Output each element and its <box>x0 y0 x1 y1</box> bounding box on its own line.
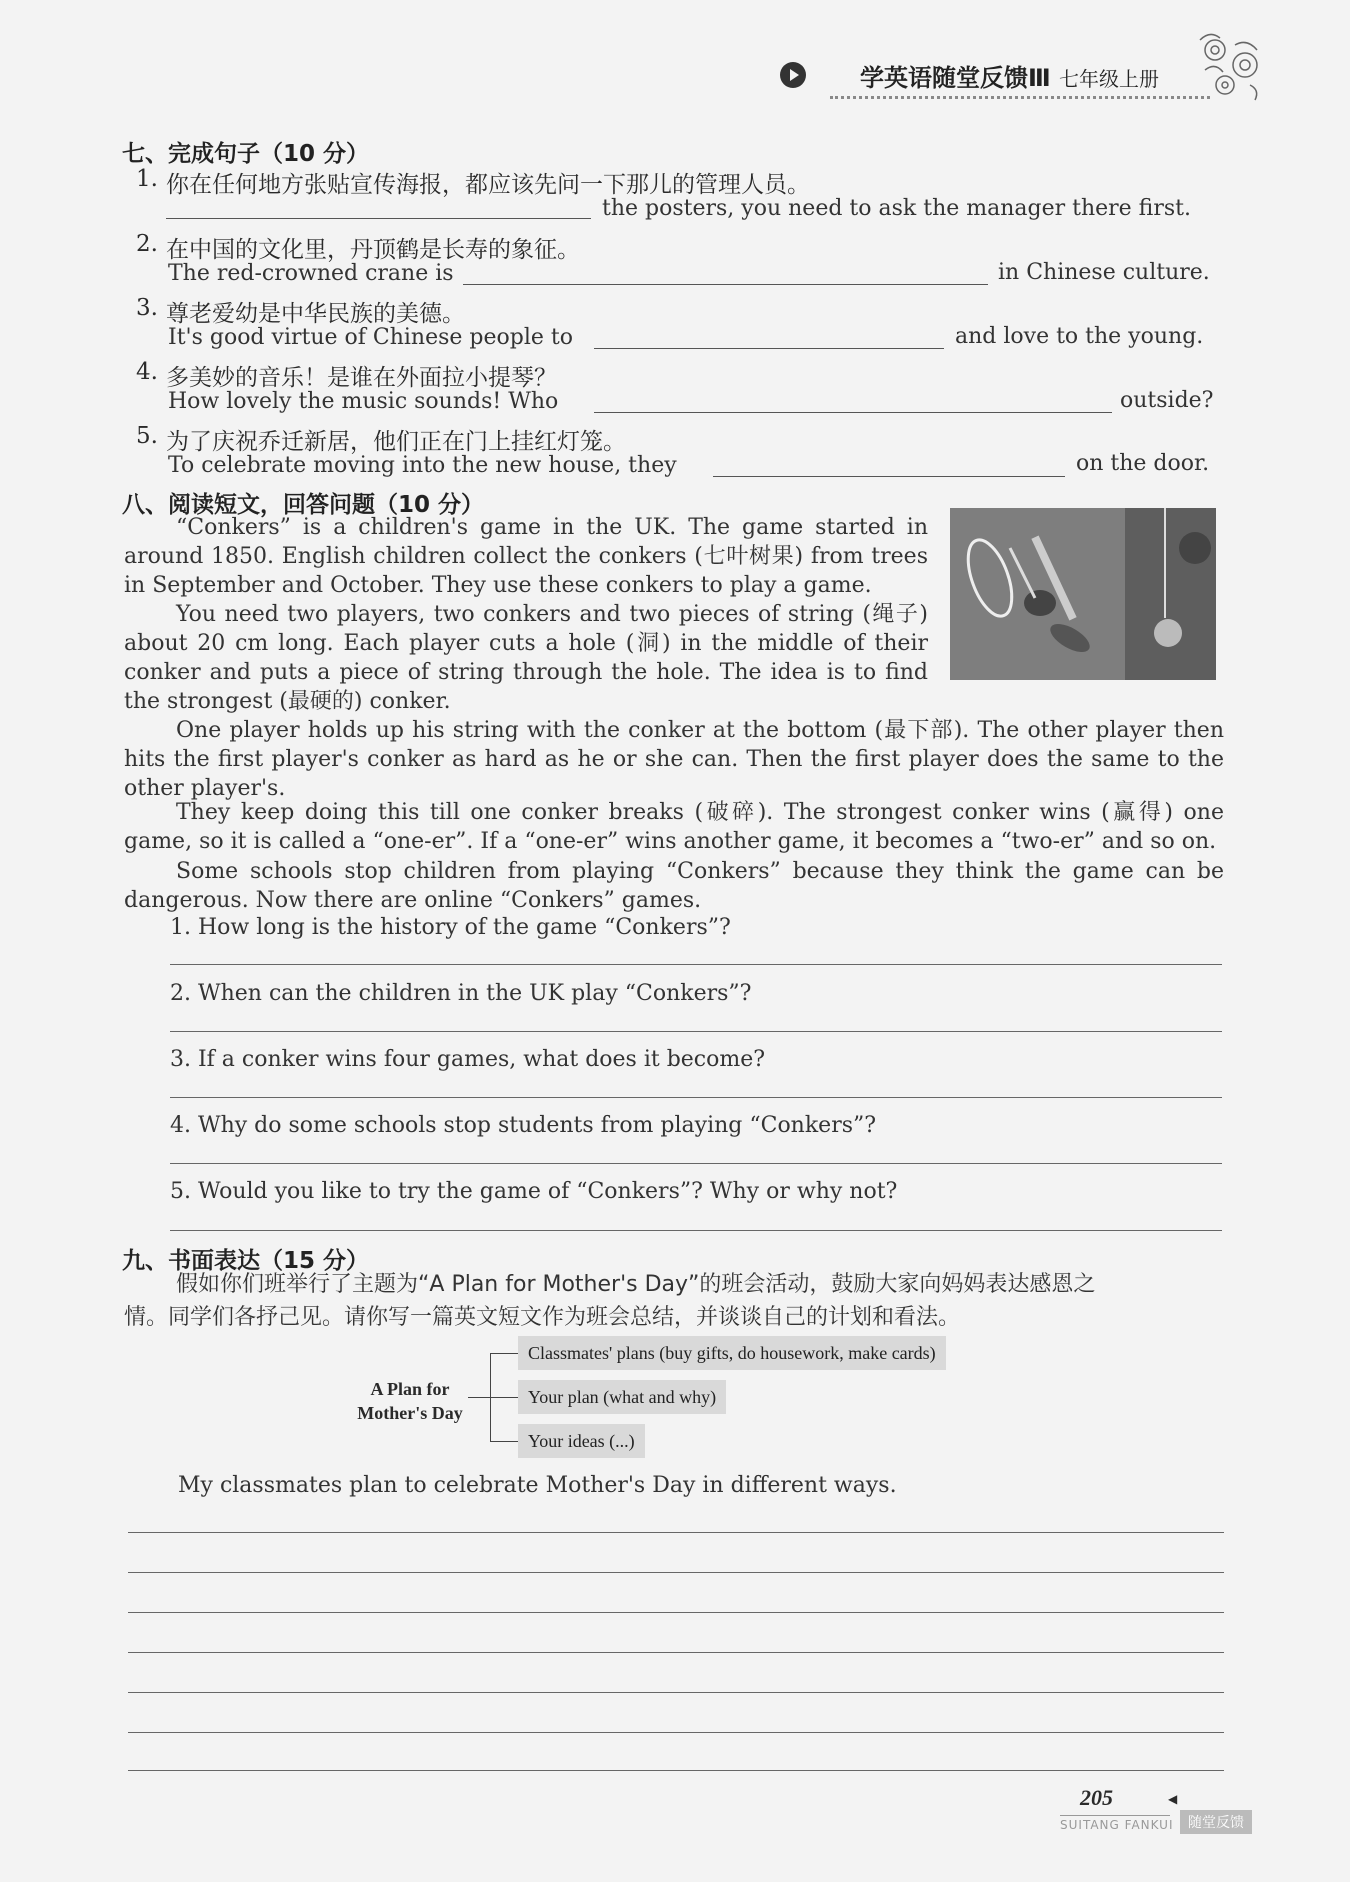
item-chinese: 多美妙的音乐！是谁在外面拉小提琴？ <box>166 365 557 391</box>
plan-connector <box>490 1353 518 1354</box>
conkers-photo <box>950 508 1216 680</box>
section-9-title: 九、书面表达（15 分） <box>122 1248 370 1274</box>
item-english-post: the posters, you need to ask the manager there first. <box>602 196 1191 221</box>
item-english-post: outside? <box>1120 388 1214 413</box>
item-chinese: 为了庆祝乔迁新居，他们正在门上挂红灯笼。 <box>166 429 626 455</box>
question-text: 4. Why do some schools stop students from playing “Conkers”? <box>170 1113 877 1138</box>
answer-blank[interactable] <box>594 412 1112 413</box>
footer-brand-en: SUITANG FANKUI <box>1060 1818 1174 1832</box>
passage-paragraph: “Conkers” is a children's game in the UK. The game started in around 1850. English children collect the conkers (七叶树果) from trees in September and October. They use these conkers to play a game. <box>124 515 928 598</box>
item-english-pre: To celebrate moving into the new house, they <box>168 453 677 478</box>
writing-task-line: 假如你们班举行了主题为“A Plan for Mother's Day”的班会活动，鼓励大家向妈妈表达感恩之 <box>176 1272 1096 1297</box>
plan-box: Your plan (what and why) <box>518 1380 726 1414</box>
passage-paragraph: They keep doing this till one conker breaks (破碎). The strongest conker wins (赢得) one game, so it is called a “one-er”. If a “one-er” wins another game, it becomes a “two-er” and so on. <box>124 800 1224 854</box>
passage-paragraph: Some schools stop children from playing “Conkers” because they think the game can be dangerous. Now there are online “Conkers” games. <box>124 859 1224 913</box>
book-title <box>860 58 1159 93</box>
item-english-post: and love to the young. <box>955 324 1204 349</box>
answer-line[interactable] <box>170 1163 1222 1164</box>
footer-divider <box>1060 1815 1170 1816</box>
item-number: 4. <box>136 359 158 385</box>
writing-opening-sentence: My classmates plan to celebrate Mother's Day in different ways. <box>178 1473 897 1498</box>
header-divider <box>830 96 1210 99</box>
question-text: 5. Would you like to try the game of “Conkers”? Why or why not? <box>170 1179 898 1204</box>
writing-line[interactable] <box>128 1652 1224 1653</box>
writing-line[interactable] <box>128 1770 1224 1771</box>
item-number: 5. <box>136 423 158 449</box>
writing-line[interactable] <box>128 1532 1224 1533</box>
section-8-title: 八、阅读短文，回答问题（10 分） <box>122 492 485 518</box>
answer-line[interactable] <box>170 1031 1222 1032</box>
item-english-pre: How lovely the music sounds! Who <box>168 389 559 414</box>
book-title-text: 学英语随堂反馈Ⅲ <box>860 64 1051 92</box>
footer-brand-cn: 随堂反馈 <box>1180 1810 1252 1834</box>
plan-connector <box>490 1397 518 1398</box>
item-english-pre: It's good virtue of Chinese people to <box>168 325 573 350</box>
answer-blank[interactable] <box>713 476 1065 477</box>
writing-line[interactable] <box>128 1612 1224 1613</box>
answer-line[interactable] <box>170 1230 1222 1231</box>
book-grade: 七年级上册 <box>1059 67 1160 91</box>
page-number: 205 <box>1080 1785 1113 1810</box>
flower-decoration-icon <box>1185 20 1275 110</box>
writing-line[interactable] <box>128 1572 1224 1573</box>
passage-paragraph: You need two players, two conkers and two pieces of string (绳子) about 20 cm long. Each player cuts a hole (洞) in the middle of their conker and puts a piece of string through the hole. The idea is to find the strongest (最硬的) conker. <box>124 602 928 714</box>
answer-line[interactable] <box>170 1097 1222 1098</box>
item-english-post: on the door. <box>1076 451 1210 476</box>
question-text: 3. If a conker wins four games, what does it become? <box>170 1047 766 1072</box>
answer-blank[interactable] <box>166 218 591 219</box>
answer-line[interactable] <box>170 964 1222 965</box>
passage-paragraph: One player holds up his string with the conker at the bottom (最下部). The other player then hits the first player's conker as hard as he or she can. Then the first player does the same to the other player's. <box>124 718 1224 801</box>
item-english-pre: The red-crowned crane is <box>168 261 454 286</box>
item-chinese: 尊老爱幼是中华民族的美德。 <box>166 301 465 327</box>
section-7-title: 七、完成句子（10 分） <box>122 141 370 167</box>
triangle-left-icon: ◀ <box>1168 1792 1178 1806</box>
plan-connector <box>468 1397 490 1398</box>
item-number: 1. <box>136 166 158 192</box>
play-icon <box>780 62 806 88</box>
item-chinese: 在中国的文化里，丹顶鹤是长寿的象征。 <box>166 237 580 263</box>
writing-task-line: 情。同学们各抒己见。请你写一篇英文短文作为班会总结，并谈谈自己的计划和看法。 <box>124 1305 961 1330</box>
plan-title-line: Mother's Day <box>357 1403 463 1423</box>
question-text: 2. When can the children in the UK play “Conkers”? <box>170 981 752 1006</box>
answer-blank[interactable] <box>594 348 944 349</box>
item-number: 2. <box>136 231 158 257</box>
answer-blank[interactable] <box>463 284 988 285</box>
item-chinese: 你在任何地方张贴宣传海报，都应该先问一下那儿的管理人员。 <box>166 172 810 198</box>
plan-box: Classmates' plans (buy gifts, do housework, make cards) <box>518 1336 946 1370</box>
plan-title-line: A Plan for <box>370 1379 450 1399</box>
writing-line[interactable] <box>128 1732 1224 1733</box>
plan-connector <box>490 1441 518 1442</box>
item-english-post: in Chinese culture. <box>998 260 1210 285</box>
item-number: 3. <box>136 295 158 321</box>
question-text: 1. How long is the history of the game “Conkers”? <box>170 915 731 940</box>
plan-box: Your ideas (...) <box>518 1424 645 1458</box>
plan-title <box>340 1377 480 1425</box>
writing-line[interactable] <box>128 1692 1224 1693</box>
